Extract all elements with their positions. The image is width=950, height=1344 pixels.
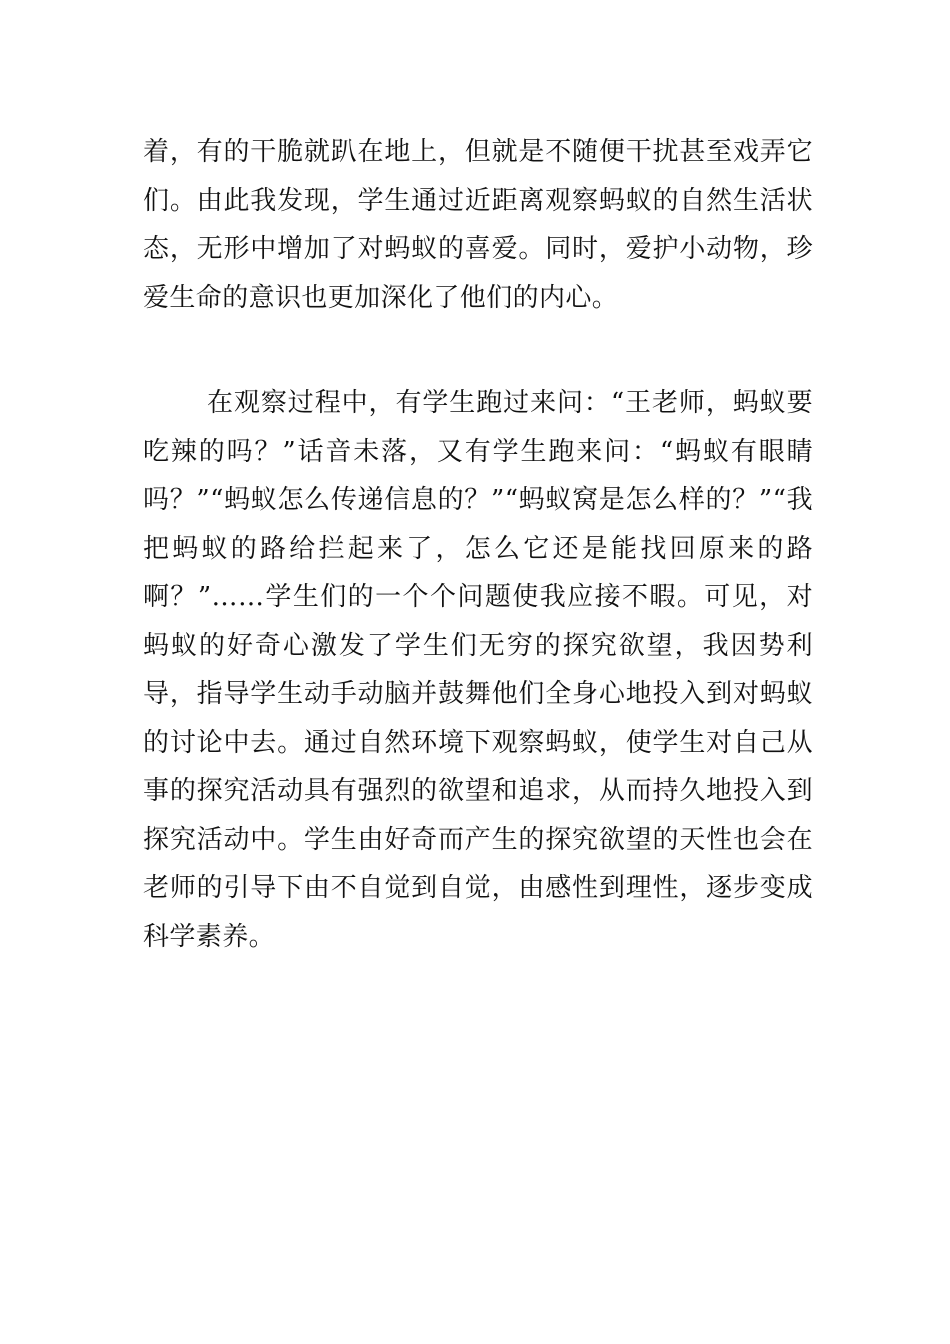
paragraph-1: 着，有的干脆就趴在地上，但就是不随便干扰甚至戏弄它们。由此我发现，学生通过近距离观察蚂蚁的自然生活状态，无形中增加了对蚂蚁的喜爱。同时，爱护小动物，珍爱生命的意识也更加深化了他们的内心。 [143, 137, 813, 313]
paragraph-2: 在观察过程中，有学生跑过来问：“王老师，蚂蚁要吃辣的吗？”话音未落，又有学生跑来问：“蚂蚁有眼睛吗？”“蚂蚁怎么传递信息的？”“蚂蚁窝是怎么样的？”“我把蚂蚁的路给拦起来了，怎么它还是能找回原来的路啊？”……学生们的一个个问题使我应接不暇。可见，对蚂蚁的好奇心激发了学生们无穷的探究欲望，我因势利导，指导学生动手动脑并鼓舞他们全身心地投入到对蚂蚁的讨论中去。通过自然环境下观察蚂蚁，使学生对自己从事的探究活动具有强烈的欲望和追求，从而持久地投入到探究活动中。学生由好奇而产生的探究欲望的天性也会在老师的引导下由不自觉到自觉，由感性到理性，逐步变成科学素养。 [143, 388, 813, 952]
